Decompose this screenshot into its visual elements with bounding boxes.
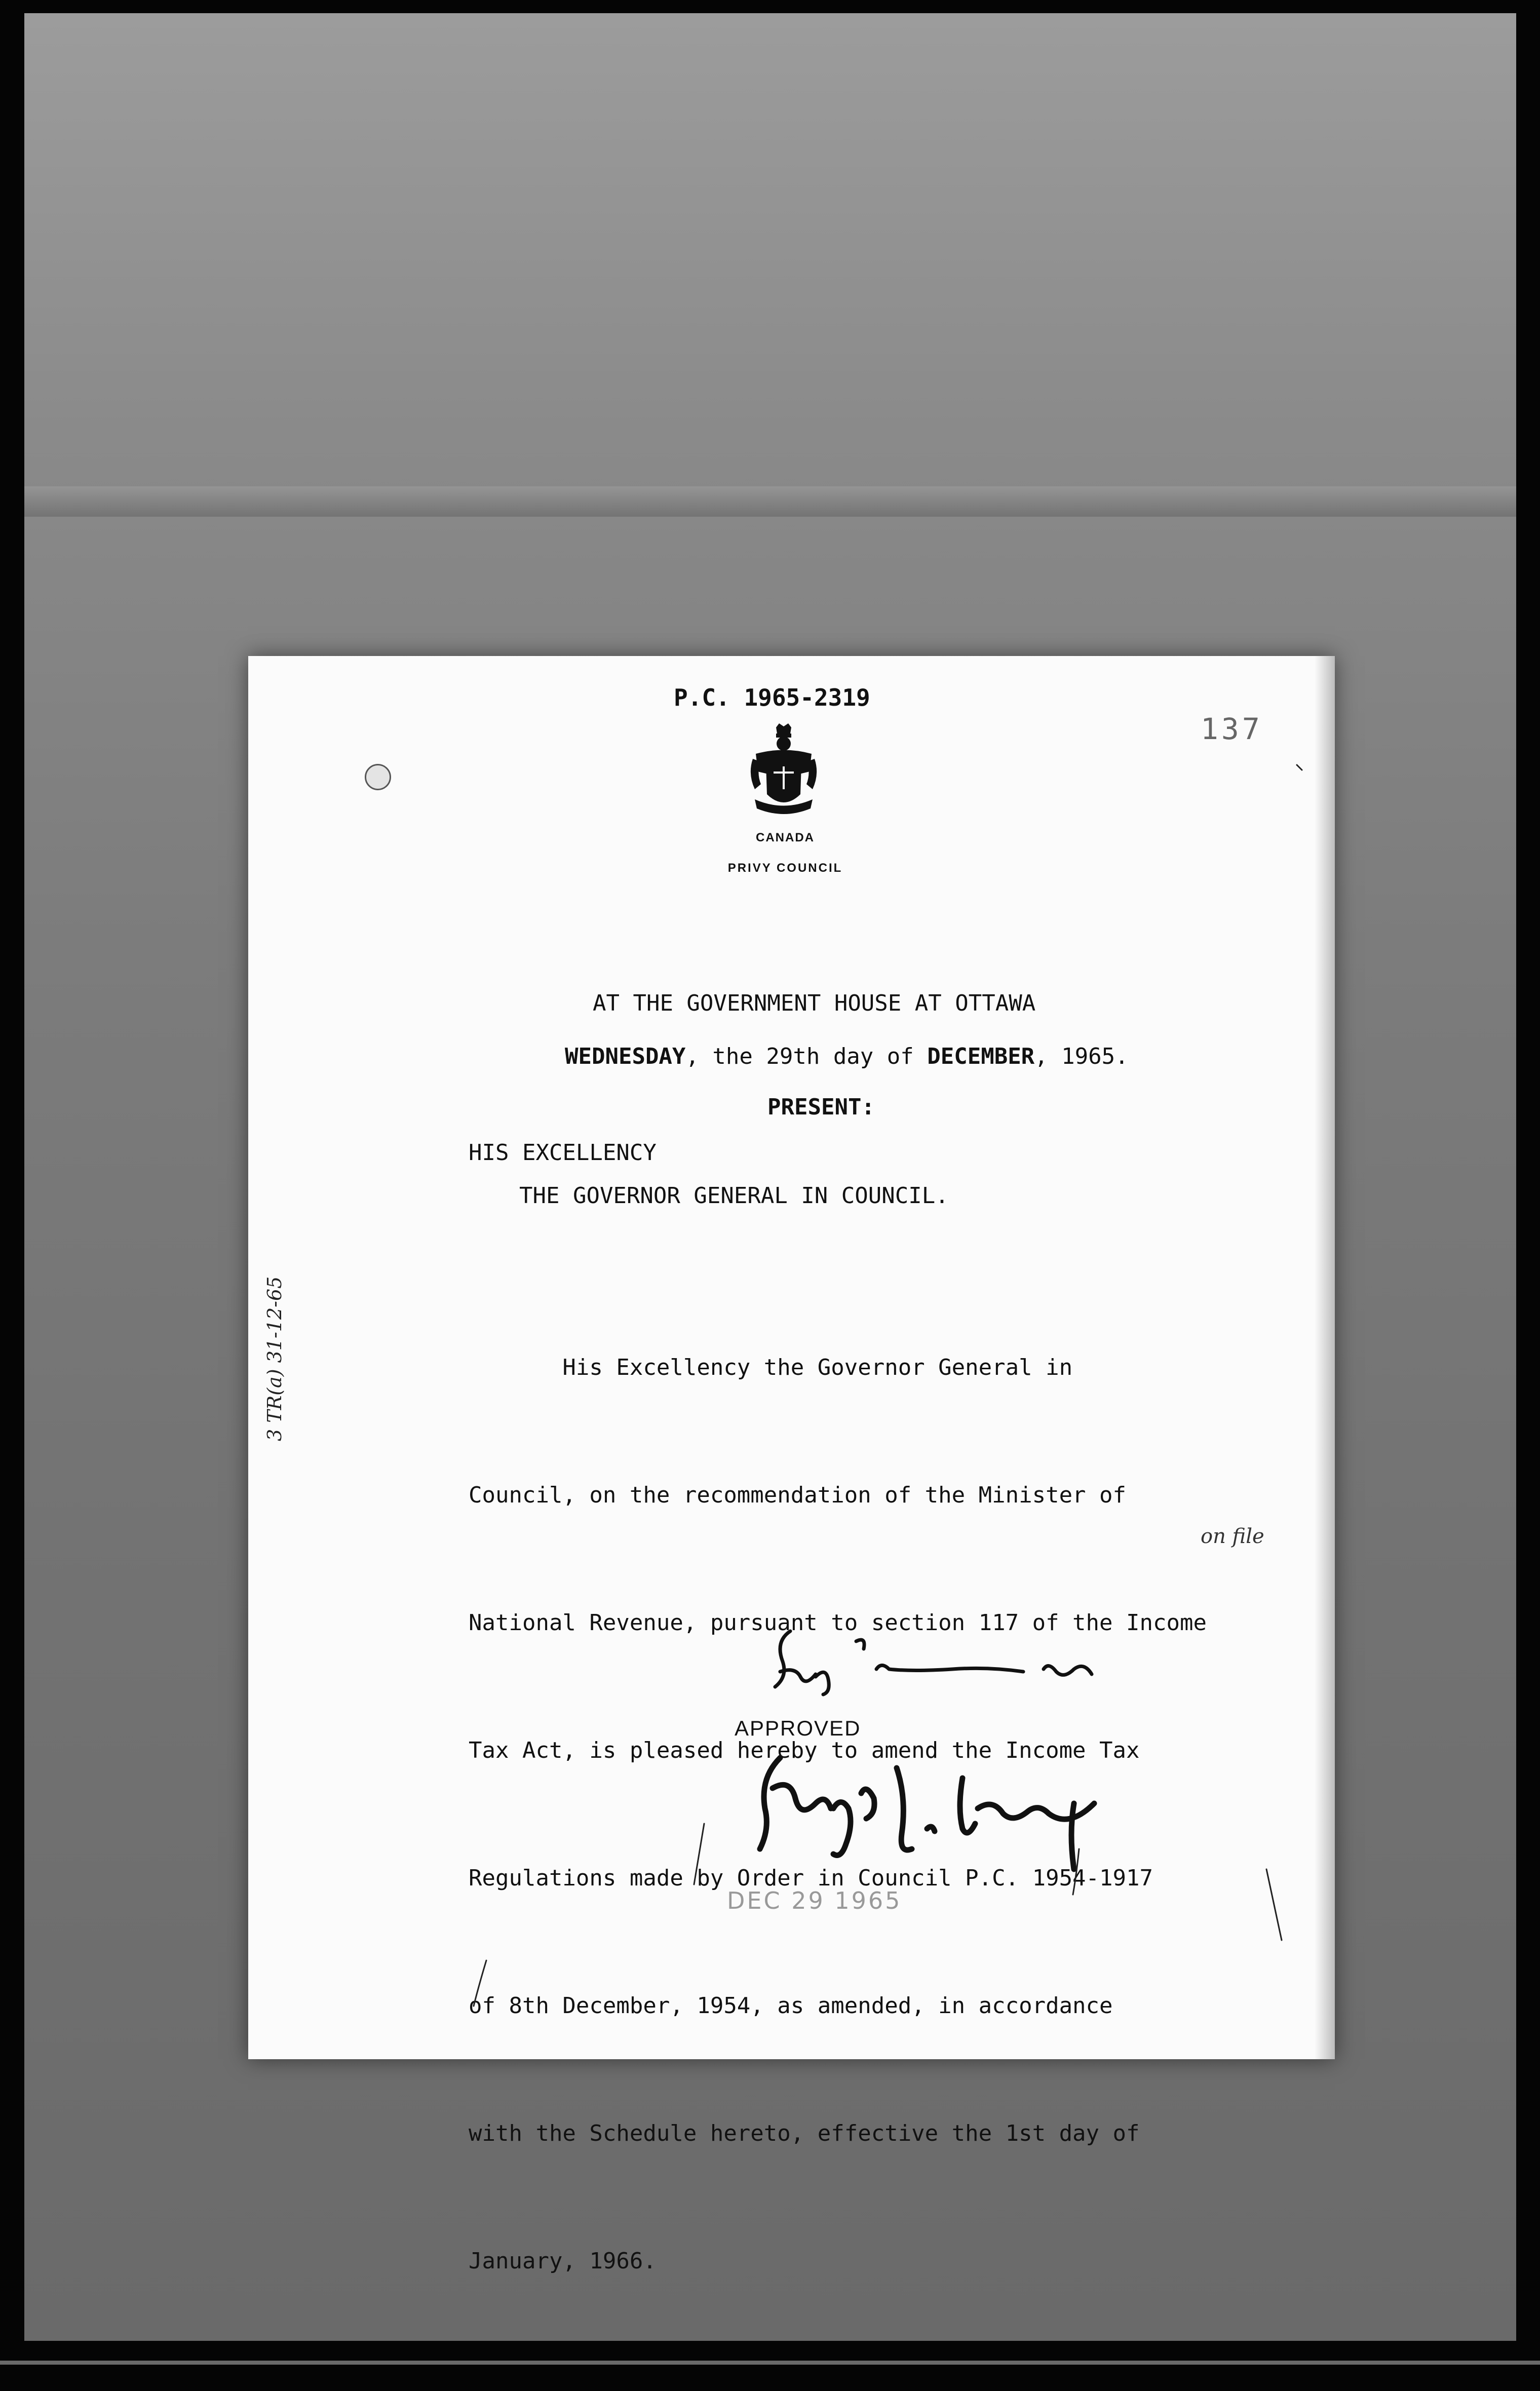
body-line: January, 1966. <box>469 2248 657 2274</box>
film-edge-line <box>0 2361 1540 2365</box>
letterhead-office: PRIVY COUNCIL <box>727 861 843 875</box>
on-file-note: on file <box>1201 1525 1264 1548</box>
backing-fold <box>24 486 1516 517</box>
body-line: of 8th December, 1954, as amended, in accordance <box>469 1993 1113 2019</box>
location-heading: AT THE GOVERNMENT HOUSE AT OTTAWA <box>593 990 1036 1016</box>
body-line: with the Schedule hereto, effective the 1st day of <box>469 2120 1140 2146</box>
clerk-signature <box>760 1621 1109 1697</box>
date-line <box>565 1044 1129 1069</box>
order-number: P.C. 1965-2319 <box>674 684 870 711</box>
date-middle: , the 29th day of <box>685 1044 928 1069</box>
body-line: Council, on the recommendation of the Minister of <box>469 1482 1127 1508</box>
margin-note-text: 3 TR(a) 31-12-65 <box>263 1276 286 1441</box>
governor-line: THE GOVERNOR GENERAL IN COUNCIL. <box>519 1183 949 1209</box>
page-number: 137 <box>1201 712 1263 746</box>
page-edge-shadow <box>1315 656 1335 2059</box>
excellency-line: HIS EXCELLENCY <box>469 1140 657 1166</box>
body-line: Regulations made by Order in Council P.C. 1954-1917 <box>469 1865 1153 1891</box>
canada-crest-icon <box>746 723 822 820</box>
letterhead-country: CANADA <box>756 831 815 844</box>
margin-annotation <box>203 1203 456 1441</box>
date-year: , 1965. <box>1034 1044 1129 1069</box>
body-line: Tax Act, is pleased hereby to amend the Income Tax <box>469 1738 1140 1763</box>
punch-hole <box>365 764 391 790</box>
date-weekday: WEDNESDAY <box>565 1044 686 1069</box>
date-stamp: DEC 29 1965 <box>727 1887 902 1914</box>
approved-label: APPROVED <box>735 1716 861 1740</box>
date-month: DECEMBER <box>927 1044 1035 1069</box>
present-heading: PRESENT: <box>767 1094 875 1120</box>
body-line: His Excellency the Governor General in <box>469 1355 1073 1380</box>
governor-general-signature <box>745 1748 1099 1879</box>
body-line: National Revenue, pursuant to section 117 of the Income <box>469 1610 1207 1636</box>
